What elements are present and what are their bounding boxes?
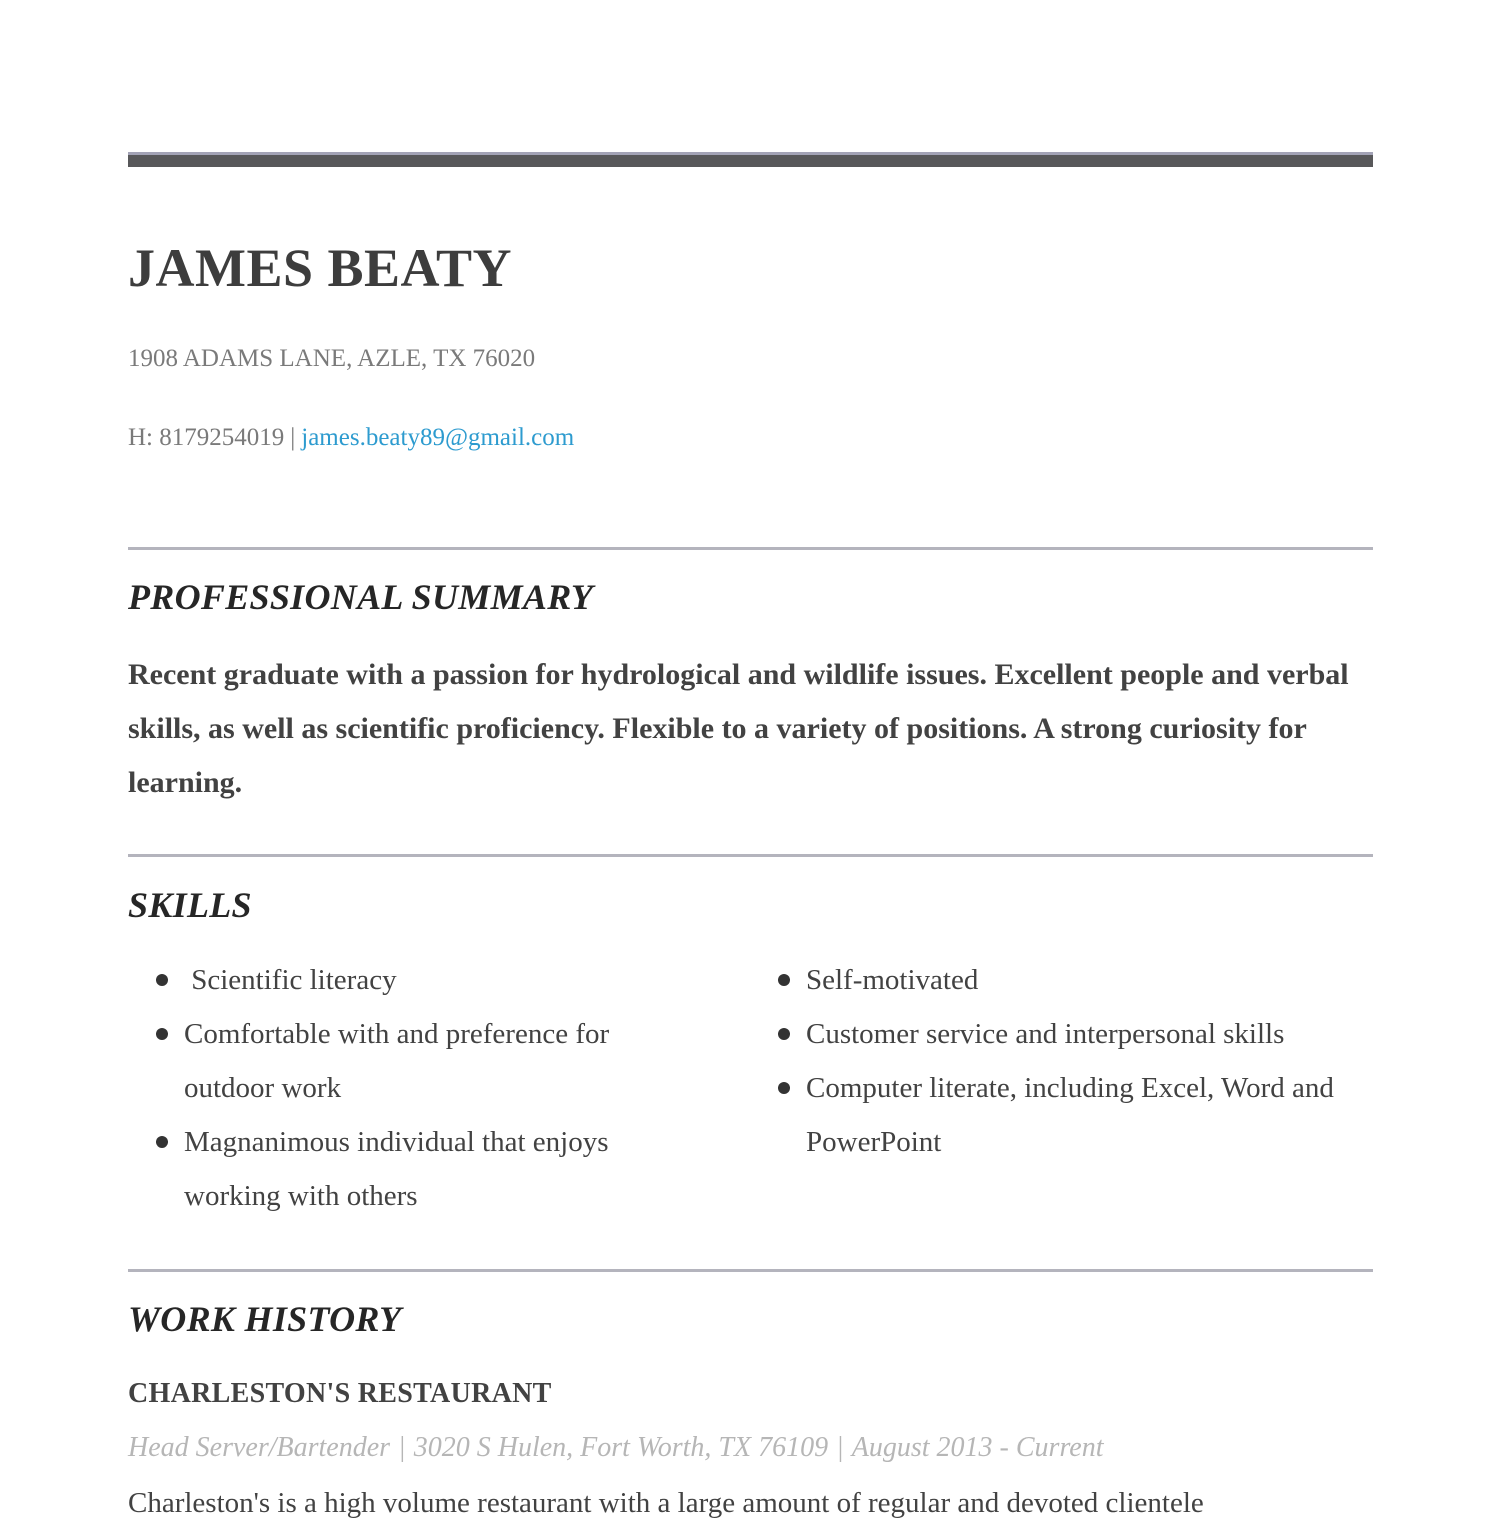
skill-text: Comfortable with and preference for outdoor work [184,1018,610,1104]
skill-text: Self-motivated [806,964,979,996]
job-position: Head Server/Bartender [128,1432,391,1463]
section-title-summary: PROFESSIONAL SUMMARY [128,577,594,617]
job-location: 3020 S Hulen, Fort Worth, TX 76109 [413,1432,829,1463]
skill-item [806,953,1366,1007]
bullet-icon [778,1082,790,1094]
contact-line [128,422,574,454]
bullet-icon [778,974,790,986]
bullet-icon [156,974,168,986]
skill-item [184,1007,704,1115]
job-separator: | [398,1432,406,1463]
job-company: CHARLESTON'S RESTAURANT [128,1378,552,1409]
job-separator: | [836,1432,844,1463]
skill-item [184,1115,704,1223]
candidate-name: JAMES BEATY [128,238,513,298]
section-title-work-history: WORK HISTORY [128,1299,402,1339]
job-dates: August 2013 - Current [851,1432,1104,1463]
address: 1908 ADAMS LANE, AZLE, TX 76020 [128,345,536,372]
bullet-icon [778,1028,790,1040]
section-divider [128,1269,1373,1272]
skill-text: Magnanimous individual that enjoys working with others [184,1126,609,1212]
section-divider [128,854,1373,857]
skill-text: Customer service and interpersonal skills [806,1018,1285,1050]
skills-list-right [806,953,1366,1169]
section-divider [128,547,1373,550]
email-link[interactable]: james.beaty89@gmail.com [301,424,575,451]
bullet-icon [156,1028,168,1040]
skills-list-left [184,953,704,1223]
job-description: Charleston's is a high volume restaurant with a large amount of regular and devoted clientele [128,1487,1204,1519]
contact-separator: | [290,424,296,451]
skill-item [806,1061,1366,1169]
summary-text: Recent graduate with a passion for hydrological and wildlife issues. Excellent people and verbal skills, as well as scientific proficiency. Flexible to a variety of positions. A strong curiosity for learning. [128,658,1349,799]
phone: H: 8179254019 [128,424,285,451]
job-details [128,1430,1104,1466]
skill-item [806,1007,1366,1061]
skill-text: Computer literate, including Excel, Word and PowerPoint [806,1072,1334,1158]
section-title-skills: SKILLS [128,885,252,925]
header-accent-bar [128,152,1373,167]
bullet-icon [156,1136,168,1148]
skill-item [184,953,704,1007]
skill-text: Scientific literacy [184,964,397,996]
